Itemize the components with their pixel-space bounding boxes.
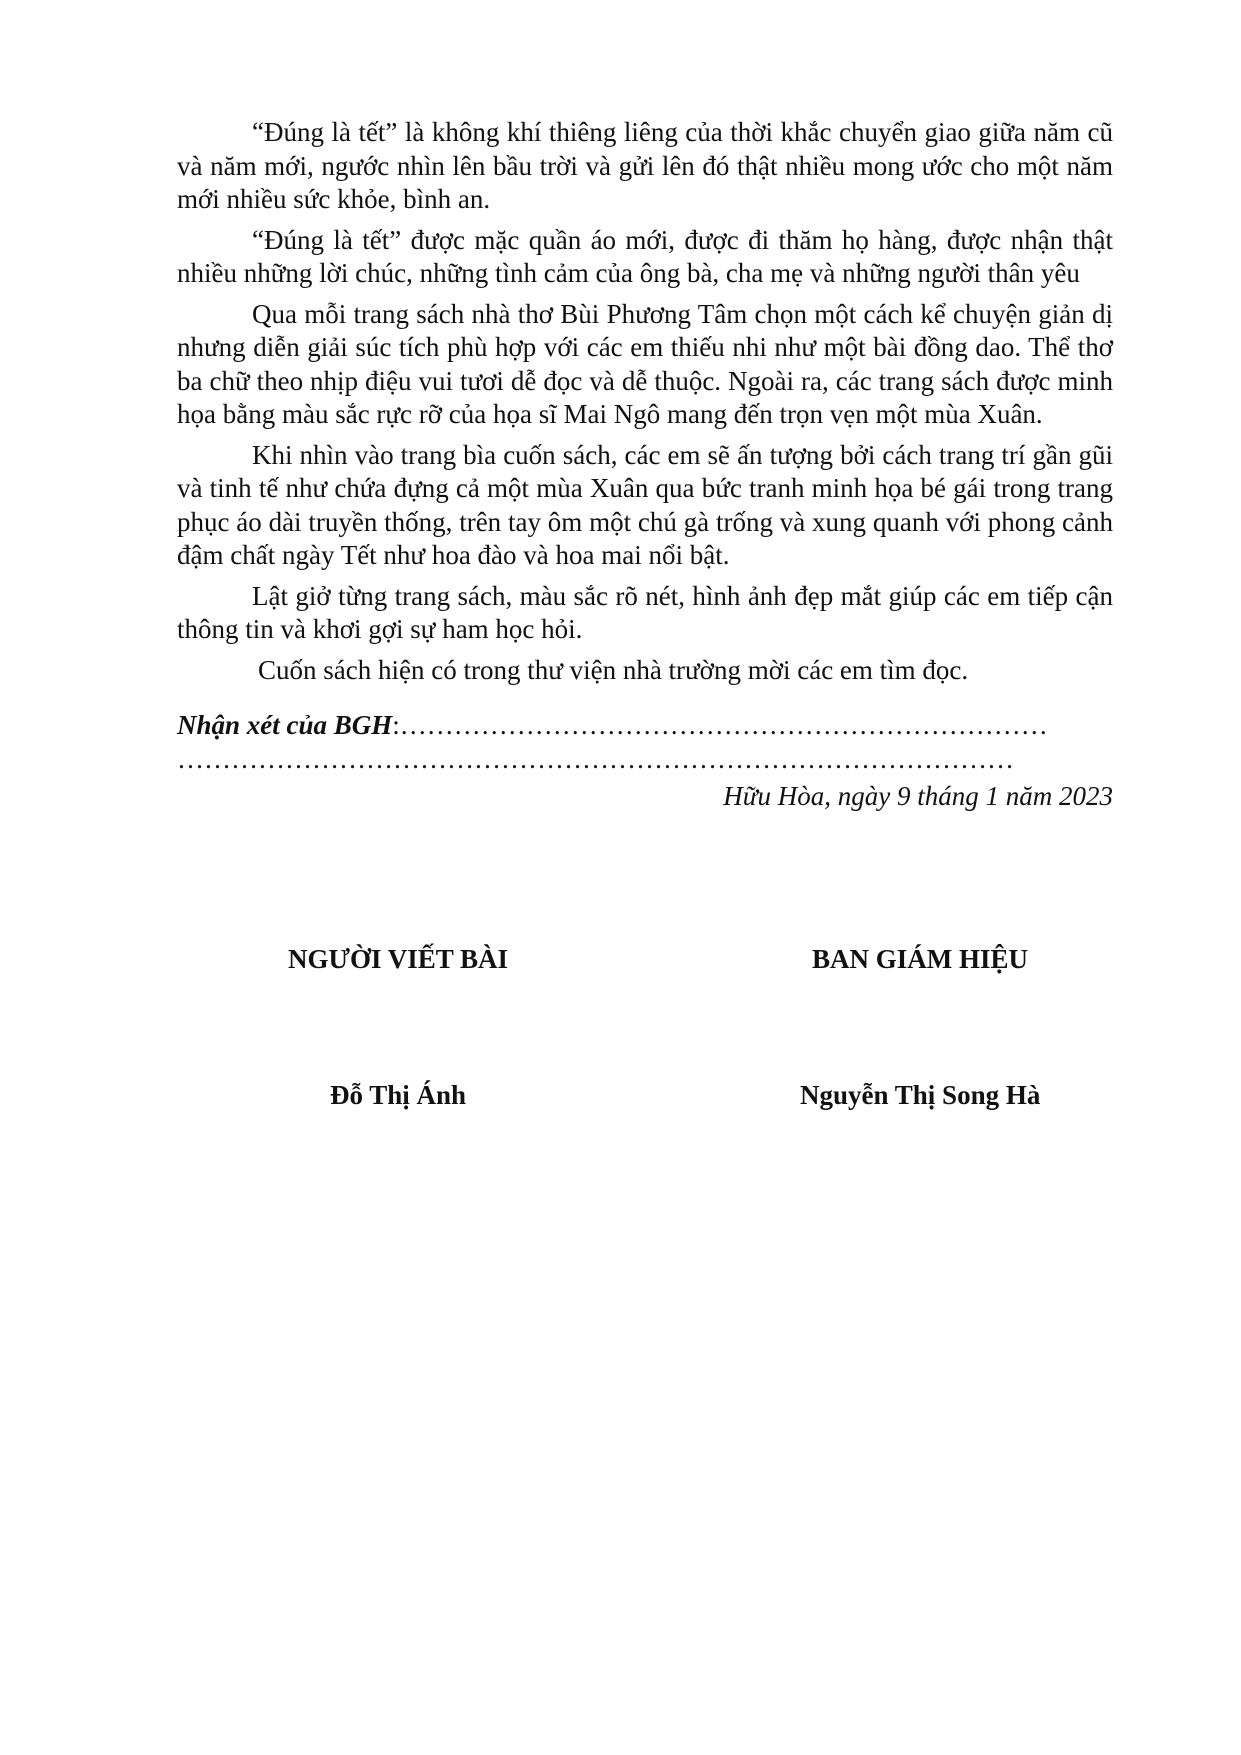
paragraph-4: Khi nhìn vào trang bìa cuốn sách, các em sẽ ấn tượng bởi cách trang trí gần gũi và tinh tế như chứa đựng cả một mùa Xuân qua bức tranh minh họa bé gái trong trang phục áo dài truyền thống, trên tay ôm một chú gà trống và xung quanh với phong cảnh đậm chất ngày Tết như hoa đào và hoa mai nổi bật. <box>177 439 1113 570</box>
board-comment-dots: :……………………………………………………………… <box>392 710 1048 740</box>
writer-name: Đỗ Thị Ánh <box>330 1080 467 1110</box>
board-name: Nguyễn Thị Song Hà <box>800 1080 1041 1110</box>
writer-title: NGƯỜI VIẾT BÀI <box>288 944 509 974</box>
board-comment <box>177 709 1113 743</box>
paragraph-3: Qua mỗi trang sách nhà thơ Bùi Phương Tâm chọn một cách kể chuyện giản dị nhưng diễn giải súc tích phù hợp với các em thiếu nhi như một bài đồng dao. Thể thơ ba chữ theo nhịp điệu vui tươi dễ đọc và dễ thuộc. Ngoài ra, các trang sách được minh họa bằng màu sắc rực rỡ của họa sĩ Mai Ngô mang đến trọn vẹn một mùa Xuân. <box>177 298 1113 429</box>
paragraph-6: Cuốn sách hiện có trong thư viện nhà trường mời các em tìm đọc. <box>258 654 969 685</box>
board-comment-label: Nhận xét của BGH <box>177 710 393 740</box>
board-title: BAN GIÁM HIỆU <box>812 944 1029 974</box>
date-line: Hữu Hòa, ngày 9 tháng 1 năm 2023 <box>723 781 1113 811</box>
paragraph-2: “Đúng là tết” được mặc quần áo mới, được đi thăm họ hàng, được nhận thật nhiều những lời chúc, những tình cảm của ông bà, cha mẹ và những người thân yêu <box>177 224 1113 288</box>
paragraph-5: Lật giở từng trang sách, màu sắc rõ nét, hình ảnh đẹp mắt giúp các em tiếp cận thông tin và khơi gợi sự ham học hỏi. <box>177 580 1113 644</box>
document-page <box>177 116 1113 814</box>
board-comment-dots-line: ………………………………………………………………………………… <box>177 743 1014 774</box>
paragraph-1: “Đúng là tết” là không khí thiêng liêng của thời khắc chuyển giao giữa năm cũ và năm mới, ngước nhìn lên bầu trời và gửi lên đó thật nhiều mong ước cho một năm mới nhiều sức khỏe, bình an. <box>177 117 1113 214</box>
